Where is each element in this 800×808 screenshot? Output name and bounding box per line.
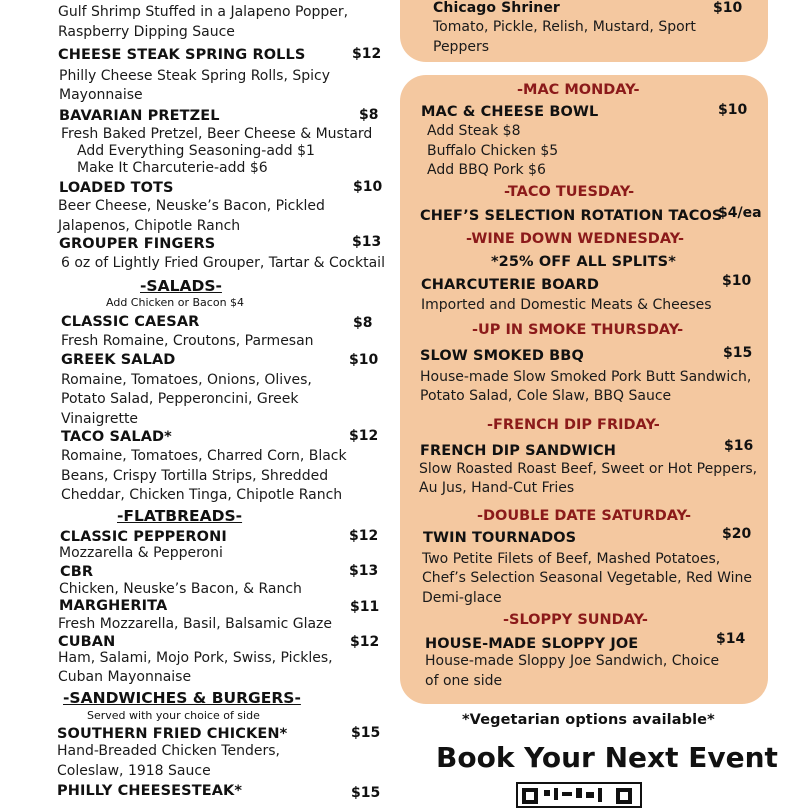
desc-sloppy-joe: House-made Sloppy Joe Sandwich, Choice: [425, 653, 720, 669]
book-event-heading: Book Your Next Event: [436, 741, 778, 774]
addon-buffalo-chicken: Buffalo Chicken $5: [427, 143, 559, 159]
desc-bavarian-pretzel: Fresh Baked Pretzel, Beer Cheese & Mustard: [61, 126, 373, 142]
desc-twin-tournados-3: Demi-glace: [422, 590, 502, 606]
item-sloppy-joe: HOUSE-MADE SLOPPY JOE: [425, 636, 639, 652]
section-sandwiches-burgers: -SANDWICHES & BURGERS-: [63, 689, 301, 707]
section-salads: -SALADS-: [140, 277, 222, 295]
price-grouper-fingers: $13: [352, 234, 382, 250]
desc-cuban: Ham, Salami, Mojo Pork, Swiss, Pickles,: [58, 650, 333, 666]
qr-code[interactable]: [516, 782, 642, 808]
desc-greek-salad: Romaine, Tomatoes, Onions, Olives,: [61, 372, 312, 388]
desc-chicago-shriner-2: Peppers: [433, 39, 489, 55]
heading-mac-monday: -MAC MONDAY-: [517, 82, 640, 98]
item-grouper-fingers: GROUPER FINGERS: [59, 236, 216, 252]
desc-classic-caesar: Fresh Romaine, Croutons, Parmesan: [61, 333, 314, 349]
item-rotation-tacos: CHEF’S SELECTION ROTATION TACOS: [420, 208, 723, 224]
desc-cbr: Chicken, Neuske’s Bacon, & Ranch: [59, 581, 302, 597]
price-loaded-tots: $10: [353, 179, 383, 195]
price-sloppy-joe: $14: [716, 631, 746, 647]
section-flatbreads: -FLATBREADS-: [117, 507, 243, 525]
price-philly-cheesesteak: $15: [351, 785, 381, 801]
item-chicago-shriner: Chicago Shriner: [433, 0, 560, 16]
addon-bbq-pork: Add BBQ Pork $6: [427, 162, 546, 178]
desc-cheese-steak-spring-rolls: Philly Cheese Steak Spring Rolls, Spicy: [59, 68, 330, 84]
desc-greek-salad-3: Vinaigrette: [61, 411, 139, 427]
price-bavarian-pretzel: $8: [359, 107, 379, 123]
heading-french-dip-friday: -FRENCH DIP FRIDAY-: [487, 417, 660, 433]
vegetarian-note: *Vegetarian options available*: [462, 712, 715, 728]
price-charcuterie-board: $10: [722, 273, 752, 289]
desc-cheese-steak-spring-rolls-2: Mayonnaise: [59, 87, 143, 103]
item-mac-cheese-bowl: MAC & CHEESE BOWL: [421, 104, 599, 120]
price-rotation-tacos: $4/ea: [718, 205, 762, 221]
price-french-dip-sandwich: $16: [724, 438, 754, 454]
heading-sloppy-sunday: -SLOPPY SUNDAY-: [503, 612, 648, 628]
desc-french-dip-sandwich: Slow Roasted Roast Beef, Sweet or Hot Peppers,: [419, 461, 758, 477]
desc-twin-tournados: Two Petite Filets of Beef, Mashed Potatoes,: [422, 551, 721, 567]
price-cuban: $12: [350, 634, 380, 650]
price-taco-salad: $12: [349, 428, 379, 444]
desc-greek-salad-2: Potato Salad, Pepperoncini, Greek: [61, 391, 299, 407]
desc-sloppy-joe-2: of one side: [425, 673, 503, 689]
item-twin-tournados: TWIN TOURNADOS: [423, 530, 577, 546]
desc-bavarian-pretzel-addon-1: Add Everything Seasoning-add $1: [77, 143, 315, 159]
item-margherita: MARGHERITA: [59, 598, 168, 614]
price-mac-cheese-bowl: $10: [718, 102, 748, 118]
desc-slow-smoked-bbq: House-made Slow Smoked Pork Butt Sandwich,: [420, 369, 752, 385]
shrimp-description: Gulf Shrimp Stuffed in a Jalapeno Popper,: [58, 4, 349, 20]
item-taco-salad: TACO SALAD*: [61, 429, 172, 445]
desc-slow-smoked-bbq-2: Potato Salad, Cole Slaw, BBQ Sauce: [420, 388, 672, 404]
heading-taco-tuesday: -TACO TUESDAY-: [504, 184, 635, 200]
item-greek-salad: GREEK SALAD: [61, 352, 176, 368]
heading-wine-down-wednesday: -WINE DOWN WEDNESDAY-: [466, 231, 685, 247]
desc-margherita: Fresh Mozzarella, Basil, Balsamic Glaze: [58, 616, 333, 632]
item-bavarian-pretzel: BAVARIAN PRETZEL: [59, 108, 220, 124]
price-slow-smoked-bbq: $15: [723, 345, 753, 361]
price-cbr: $13: [349, 563, 379, 579]
price-greek-salad: $10: [349, 352, 379, 368]
price-margherita: $11: [350, 599, 380, 615]
desc-southern-fried-chicken-2: Coleslaw, 1918 Sauce: [57, 763, 211, 779]
desc-cuban-2: Cuban Mayonnaise: [58, 669, 192, 685]
item-classic-caesar: CLASSIC CAESAR: [61, 314, 200, 330]
desc-loaded-tots-2: Jalapenos, Chipotle Ranch: [58, 218, 241, 234]
desc-grouper-fingers: 6 oz of Lightly Fried Grouper, Tartar & Cocktail: [61, 255, 385, 271]
salads-note: Add Chicken or Bacon $4: [106, 296, 245, 309]
item-slow-smoked-bbq: SLOW SMOKED BBQ: [420, 348, 584, 364]
item-cbr: CBR: [60, 564, 94, 580]
price-twin-tournados: $20: [722, 526, 752, 542]
desc-loaded-tots: Beer Cheese, Neuske’s Bacon, Pickled: [58, 198, 325, 214]
item-loaded-tots: LOADED TOTS: [59, 180, 174, 196]
desc-classic-pepperoni: Mozzarella & Pepperoni: [59, 545, 223, 561]
price-cheese-steak-spring-rolls: $12: [352, 46, 382, 62]
item-charcuterie-board: CHARCUTERIE BOARD: [421, 277, 600, 293]
price-classic-pepperoni: $12: [349, 528, 379, 544]
addon-steak: Add Steak $8: [427, 123, 521, 139]
desc-bavarian-pretzel-addon-2: Make It Charcuterie-add $6: [77, 160, 268, 176]
heading-up-in-smoke-thursday: -UP IN SMOKE THURSDAY-: [472, 322, 684, 338]
item-philly-cheesesteak: PHILLY CHEESESTEAK*: [57, 783, 243, 799]
desc-taco-salad-2: Beans, Crispy Tortilla Strips, Shredded: [61, 468, 329, 484]
sandwiches-note: Served with your choice of side: [87, 709, 260, 722]
heading-double-date-saturday: -DOUBLE DATE SATURDAY-: [477, 508, 692, 524]
desc-french-dip-sandwich-2: Au Jus, Hand-Cut Fries: [419, 480, 575, 496]
price-southern-fried-chicken: $15: [351, 725, 381, 741]
shrimp-description-2: Raspberry Dipping Sauce: [58, 24, 235, 40]
item-classic-pepperoni: CLASSIC PEPPERONI: [60, 529, 227, 545]
item-cheese-steak-spring-rolls: CHEESE STEAK SPRING ROLLS: [58, 47, 306, 63]
item-french-dip-sandwich: FRENCH DIP SANDWICH: [420, 443, 616, 459]
desc-taco-salad-3: Cheddar, Chicken Tinga, Chipotle Ranch: [61, 487, 343, 503]
price-chicago-shriner: $10: [713, 0, 743, 16]
item-cuban: CUBAN: [58, 634, 116, 650]
splits-offer: *25% OFF ALL SPLITS*: [491, 254, 676, 270]
desc-twin-tournados-2: Chef’s Selection Seasonal Vegetable, Red Wine: [422, 570, 753, 586]
desc-southern-fried-chicken: Hand-Breaded Chicken Tenders,: [57, 743, 280, 759]
price-classic-caesar: $8: [353, 315, 373, 331]
desc-chicago-shriner: Tomato, Pickle, Relish, Mustard, Sport: [433, 19, 696, 35]
desc-taco-salad: Romaine, Tomatoes, Charred Corn, Black: [61, 448, 347, 464]
desc-charcuterie-board: Imported and Domestic Meats & Cheeses: [421, 297, 712, 313]
item-southern-fried-chicken: SOUTHERN FRIED CHICKEN*: [57, 726, 288, 742]
